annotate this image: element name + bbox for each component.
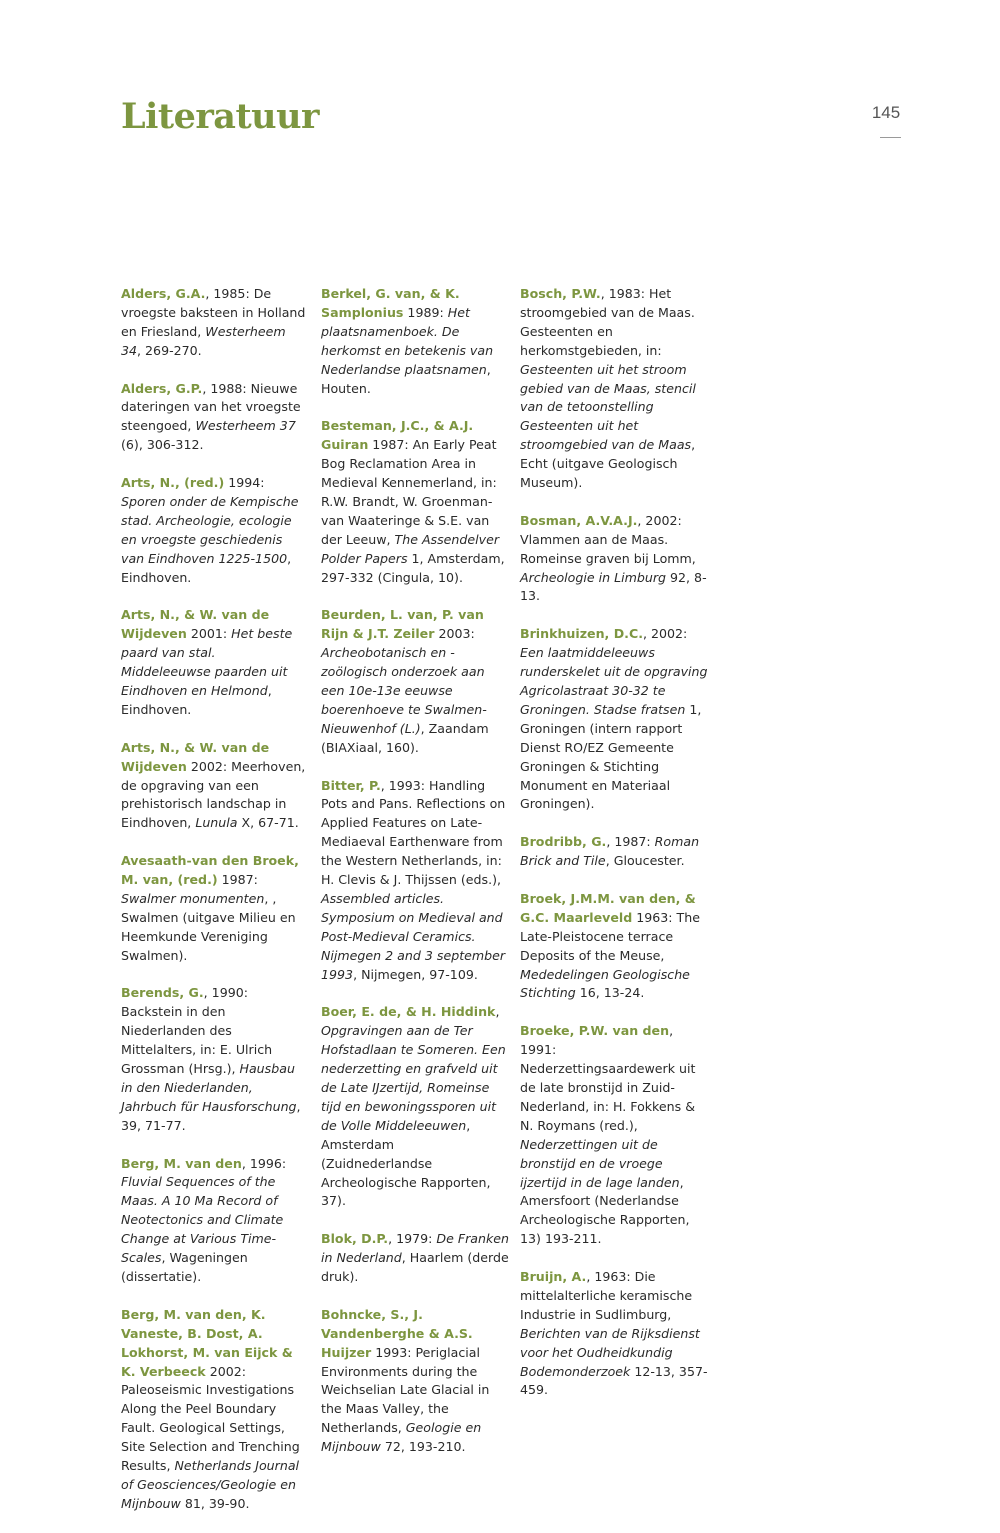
bibliography-entry (121, 984, 309, 1135)
entry-text: , Amsterdam (Zuidnederlandse Archeologische Rapporten, 37). (321, 1117, 491, 1209)
bibliography-entry (321, 777, 509, 985)
entry-text: 1987: An Early Peat Bog Reclamation Area in Medieval Kennemerland, in: R.W. Brandt, W. Groenman-van Waateringe & S.E. van der Leeuw, (321, 437, 497, 547)
entry-text: , 39, 71-77. (121, 1098, 301, 1133)
entry-text: 2001: (186, 626, 232, 642)
entry-title-italic: Mededelingen Geologische Stichting (520, 966, 690, 1001)
entry-title-italic: Fluvial Sequences of the Maas. A 10 Ma Record of Neotectonics and Climate Change at Various Time-Scales (121, 1174, 284, 1266)
bibliography-column-3 (520, 285, 708, 1419)
entry-author: Blok, D.P. (321, 1231, 389, 1247)
entry-text: , Wageningen (dissertatie). (121, 1250, 248, 1285)
bibliography-entry (121, 380, 309, 456)
entry-text: , 1988: Nieuwe dateringen van het vroegste steengoed, (121, 380, 301, 434)
entry-author: Arts, N., & W. van de Wijdeven (121, 607, 270, 642)
entry-text: 72, 193-210. (380, 1439, 466, 1455)
entry-text: 81, 39-90. (180, 1495, 250, 1511)
entry-title-italic: De Franken in Nederland (321, 1231, 509, 1266)
entry-text: , Eindhoven. (121, 550, 292, 585)
bibliography-column-1 (121, 285, 309, 1533)
entry-author: Avesaath-van den Broek, M. van, (red.) (121, 853, 299, 888)
bibliography-entry (121, 852, 309, 965)
bibliography-entry (321, 285, 509, 398)
bibliography-entry (520, 1022, 708, 1249)
entry-text: , 1963: Die mittelalterliche keramische Industrie in Sudlimburg, (520, 1269, 693, 1322)
entry-author: Berg, M. van den (121, 1155, 242, 1171)
entry-title-italic: Opgravingen aan de Ter Hofstadlaan te Someren. Een nederzetting en grafveld uit de Late IJzertijd, Romeinse tijd en bewoningssporen uit de Volle Middeleeuwen (321, 1023, 506, 1133)
entry-text: 1987: (217, 872, 258, 888)
entry-text: 1994: (224, 475, 265, 491)
bibliography-entry (520, 833, 708, 871)
entry-title-italic: Roman Brick and Tile (520, 834, 700, 869)
entry-text: X, 67-71. (237, 815, 299, 831)
entry-title-italic: Assembled articles. Symposium on Medieval and Post-Medieval Ceramics. Nijmegen 2 and 3 september 1993 (321, 890, 506, 982)
entry-text: , (495, 1004, 500, 1020)
entry-title-italic: Het plaatsnamenboek. De herkomst en betekenis van Nederlandse plaatsnamen (321, 304, 494, 377)
entry-text: , Echt (uitgave Geologisch Museum). (520, 437, 696, 491)
entry-text: 1963: The Late-Pleistocene terrace Deposits of the Meuse, (520, 909, 700, 963)
entry-title-italic: Een laatmiddeleeuws runderskelet uit de opgraving Agricolastraat 30-32 te Groningen. Stadse fratsen (520, 645, 708, 717)
entry-author: Boer, E. de, & H. Hiddink (321, 1004, 496, 1020)
entry-title-italic: The Assendelver Polder Papers (321, 531, 500, 566)
entry-text: , 1985: De vroegste baksteen in Holland en Friesland, (121, 286, 306, 339)
bibliography-entry (121, 474, 309, 587)
entry-text: , Gloucester. (605, 853, 685, 869)
page-number-rule (880, 137, 901, 138)
entry-text: , Amersfoort (Nederlandse Archeologische Rapporten, 13) 193-211. (520, 1174, 690, 1247)
bibliography-entry (520, 890, 708, 1003)
entry-author: Beurden, L. van, P. van Rijn & J.T. Zeiler (321, 607, 484, 642)
entry-author: Brodribb, G. (520, 834, 607, 850)
bibliography-entry (121, 739, 309, 834)
entry-author: Alders, G.P. (121, 380, 203, 396)
entry-author: Berkel, G. van, & K. Samplonius (321, 286, 460, 320)
bibliography-entry (520, 1268, 708, 1400)
entry-author: Broek, J.M.M. van den, & G.C. Maarleveld (520, 890, 696, 925)
entry-text: 2002: Meerhoven, de opgraving van een prehistorisch landschap in Eindhoven, (121, 758, 306, 831)
entry-text: 92, 8-13. (520, 569, 707, 604)
entry-author: Bruijn, A. (520, 1269, 587, 1285)
entry-author: Berends, G. (121, 985, 204, 1001)
entry-title-italic: Westerheem 34 (121, 323, 286, 358)
entry-text: , , Swalmen (uitgave Milieu en Heemkunde Vereniging Swalmen). (121, 890, 296, 963)
bibliography-column-2 (321, 285, 509, 1476)
bibliography-entry (121, 1155, 309, 1287)
entry-title-italic: Hausbau in den Niederlanden, Jahrbuch für Hausforschung (121, 1061, 297, 1114)
entry-text: , 1990: Backstein in den Niederlanden des Mittelalters, in: E. Ulrich Grossman (Hrsg.), (121, 985, 273, 1077)
entry-text: , 1993: Handling Pots and Pans. Reflections on Applied Features on Late-Mediaeval Earthenware from the Western Netherlands, in: H. Clevis & J. Thijssen (eds.), (321, 777, 506, 888)
bibliography-entry (321, 1230, 509, 1287)
entry-title-italic: Westerheem 37 (195, 418, 296, 434)
entry-title-italic: Berichten van de Rijksdienst voor het Oudheidkundig Bodemonderzoek (520, 1325, 700, 1379)
entry-author: Besteman, J.C., & A.J. Guiran (321, 418, 474, 453)
entry-text: , Zaandam (BIAXiaal, 160). (321, 720, 489, 755)
page-title: Literatuur (121, 96, 319, 137)
entry-title-italic: Sporen onder de Kempische stad. Archeologie, ecologie en vroegste geschiedenis van Eindhoven 1225-1500 (121, 493, 299, 566)
bibliography-entry (121, 285, 309, 361)
entry-title-italic: Lunula (195, 815, 238, 831)
entry-text: 1, Groningen (intern rapport Dienst RO/EZ Gemeente Groningen & Stichting Monument en Materiaal Groningen). (520, 701, 702, 812)
entry-author: Broeke, P.W. van den (520, 1023, 670, 1039)
bibliography-entry (321, 417, 509, 587)
entry-title-italic: Archeobotanisch en -zoölogisch onderzoek aan een 10e-13e eeuwse boerenhoeve te Swalmen-Nieuwenhof (L.) (321, 645, 487, 736)
bibliography-entry (121, 1306, 309, 1514)
entry-text: , Houten. (321, 361, 491, 396)
entry-author: Brinkhuizen, D.C. (520, 626, 643, 642)
entry-text: , 1987: (606, 834, 655, 850)
page-number: 145 (871, 103, 901, 122)
entry-text: 2002: Paleoseismic Investigations Along the Peel Boundary Fault. Geological Settings, Site Selection and Trenching Results, (121, 1363, 300, 1474)
entry-author: Arts, N., (red.) (121, 475, 225, 491)
bibliography-entry (321, 606, 509, 757)
entry-title-italic: Archeologie in Limburg (520, 569, 667, 585)
entry-author: Alders, G.A. (121, 286, 206, 301)
bibliography-entry (321, 1003, 509, 1211)
entry-text: , 1983: Het stroomgebied van de Maas. Gesteenten en herkomstgebieden, in: (520, 286, 695, 358)
entry-author: Bosch, P.W. (520, 286, 601, 301)
entry-text: 12-13, 357-459. (520, 1363, 708, 1398)
entry-text: 1, Amsterdam, 297-332 (Cingula, 10). (321, 550, 505, 585)
entry-text: 1993: Periglacial Environments during the Weichselian Late Glacial in the Maas Valley, the Netherlands, (321, 1344, 490, 1436)
entry-title-italic: Swalmer monumenten (121, 890, 265, 906)
entry-text: , 2002: Vlammen aan de Maas. Romeinse graven bij Lomm, (520, 512, 696, 566)
entry-text: , Eindhoven. (121, 682, 272, 717)
entry-title-italic: Het beste paard van stal. Middeleeuwse paarden uit Eindhoven en Helmond (121, 626, 293, 698)
bibliography-entry (520, 625, 708, 814)
entry-title-italic: Gesteenten uit het stroom gebied van de Maas, stencil van de tetoonstelling Gesteenten uit het stroomgebied van de Maas (520, 361, 696, 453)
entry-author: Bosman, A.V.A.J. (520, 512, 638, 528)
bibliography-entry (520, 512, 708, 607)
entry-title-italic: Geologie en Mijnbouw (321, 1420, 482, 1455)
entry-author: Berg, M. van den, K. Vaneste, B. Dost, A. Lokhorst, M. van Eijck & K. Verbeeck (121, 1306, 293, 1379)
entry-text: (6), 306-312. (121, 437, 204, 453)
entry-text: , 1996: (241, 1155, 287, 1171)
entry-text: , Haarlem (derde druk). (321, 1250, 509, 1285)
entry-text: , Nijmegen, 97-109. (353, 966, 478, 982)
entry-text: 2003: (434, 626, 475, 642)
entry-text: , 2002: (643, 626, 688, 642)
bibliography-entry (520, 285, 708, 493)
entry-title-italic: Netherlands Journal of Geosciences/Geologie en Mijnbouw (121, 1458, 300, 1511)
bibliography-entry (121, 606, 309, 719)
entry-author: Arts, N., & W. van de Wijdeven (121, 739, 270, 774)
bibliography-entry (321, 1306, 509, 1457)
entry-text: 1989: (403, 304, 448, 320)
entry-text: , 1979: (388, 1231, 437, 1247)
entry-author: Bitter, P. (321, 777, 381, 793)
entry-text: , 269-270. (137, 342, 202, 358)
entry-text: 16, 13-24. (575, 985, 645, 1001)
entry-author: Bohncke, S., J. Vandenberghe & A.S. Huijzer (321, 1306, 473, 1360)
entry-title-italic: Nederzettingen uit de bronstijd en de vroege ijzertijd in de lage landen (520, 1136, 680, 1190)
entry-text: , 1991: Nederzettingsaardewerk uit de late bronstijd in Zuid-Nederland, in: H. Fokkens & N. Roymans (red.), (520, 1023, 696, 1133)
